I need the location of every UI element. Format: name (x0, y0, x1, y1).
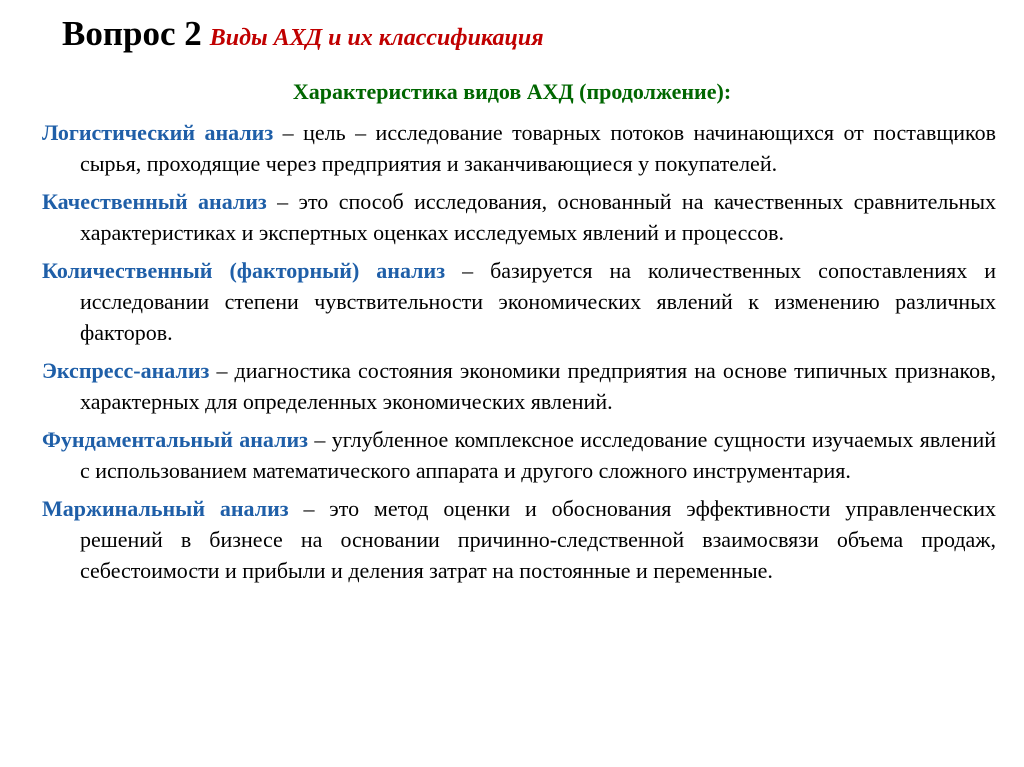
list-item-logistic (42, 117, 996, 179)
item-text: – это способ исследования, основанный на качественных сравнительных характеристиках и экспертных оценках исследуемых явлений и процессов. (80, 189, 996, 245)
item-term: Количественный (факторный) анализ (42, 258, 446, 283)
item-term: Маржинальный анализ (42, 496, 289, 521)
item-term: Фундаментальный анализ (42, 427, 308, 452)
title-main: Вопрос 2 (62, 14, 202, 53)
item-term: Экспресс-анализ (42, 358, 210, 383)
analysis-types-list (42, 117, 996, 593)
list-item-marginal (42, 493, 996, 586)
item-term: Логистический анализ (42, 120, 274, 145)
list-item-qualitative (42, 186, 996, 248)
item-term: Качественный анализ (42, 189, 267, 214)
item-text: – диагностика состояния экономики предприятия на основе типичных признаков, характерных для определенных экономических явлений. (80, 358, 996, 414)
item-text: – это метод оценки и обоснования эффективности управленческих решений в бизнесе на основании причинно-следственной взаимосвязи объема продаж, себестоимости и прибыли и деления затрат на постоянные и переменные. (80, 496, 996, 583)
item-text: – базируется на количественных сопоставлениях и исследовании степени чувствительности экономических явлений к изменению различных факторов. (80, 258, 996, 345)
item-text: – цель – исследование товарных потоков начинающихся от поставщиков сырья, проходящие через предприятия и заканчивающиеся у покупателей. (80, 120, 997, 176)
list-item-fundamental (42, 424, 996, 486)
slide-title (62, 14, 544, 58)
title-subtitle: Виды АХД и их классификация (209, 25, 544, 51)
section-heading: Характеристика видов АХД (продолжение): (292, 79, 732, 104)
item-text: – углубленное комплексное исследование сущности изучаемых явлений с использованием математического аппарата и другого сложного инструментария. (80, 427, 996, 483)
list-item-quantitative (42, 255, 996, 348)
list-item-express (42, 355, 996, 417)
